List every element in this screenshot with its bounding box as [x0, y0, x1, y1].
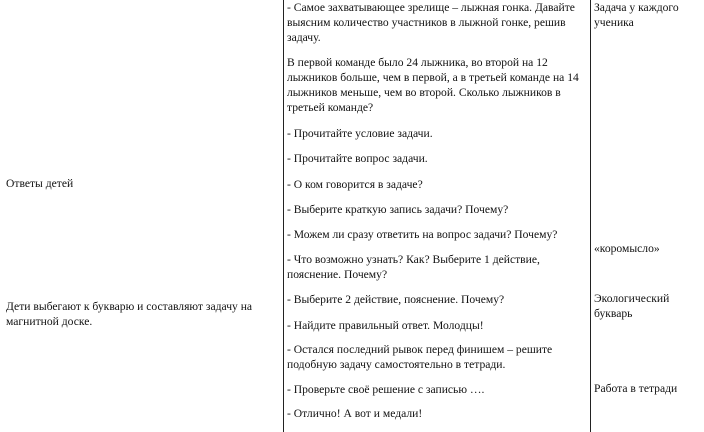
- question-about-whom: - О ком говорится в задаче?: [287, 178, 423, 191]
- column-divider-right: [590, 0, 591, 432]
- intro-paragraph: - Самое захватывающее зрелище – лыжная гонка. Давайте выясним количество участников в лыжной гонке, решив задачу.: [287, 1, 575, 44]
- question-answer-directly: - Можем ли сразу ответить на вопрос задачи? Почему?: [287, 228, 558, 241]
- question-read-condition: - Прочитайте условие задачи.: [287, 127, 433, 140]
- children-answers-text: Ответы детей: [6, 177, 74, 190]
- question-medals: - Отлично! А вот и медали!: [287, 407, 423, 420]
- yoke-text: «коромысло»: [594, 242, 660, 255]
- question-check-solution: - Проверьте своё решение с записью ….: [287, 383, 485, 396]
- question-short-record: - Выберите краткую запись задачи? Почему?: [287, 203, 509, 216]
- question-second-action: - Выберите 2 действие, пояснение. Почему?: [287, 293, 505, 306]
- question-find-answer: - Найдите правильный ответ. Молодцы!: [287, 319, 484, 332]
- question-first-action: - Что возможно узнать? Как? Выберите 1 действие, пояснение. Почему?: [287, 253, 540, 281]
- task-each-student-text: Задача у каждого ученика: [594, 1, 679, 29]
- notebook-work-text: Работа в тетради: [594, 382, 678, 395]
- question-last-push: - Остался последний рывок перед финишем – решите подобную задачу самостоятельно в тетради.: [287, 343, 553, 371]
- problem-paragraph: В первой команде было 24 лыжника, во второй на 12 лыжников больше, чем в первой, а в третьей команде на 14 лыжников меньше, чем во второй. Сколько лыжников в третьей команде?: [287, 56, 579, 114]
- alphabet-task-text: Дети выбегают к букварю и составляют задачу на магнитной доске.: [6, 300, 253, 328]
- question-read-question: - Прочитайте вопрос задачи.: [287, 152, 428, 165]
- eco-alphabet-text: Экологический букварь: [594, 292, 670, 320]
- column-divider-left: [283, 0, 284, 432]
